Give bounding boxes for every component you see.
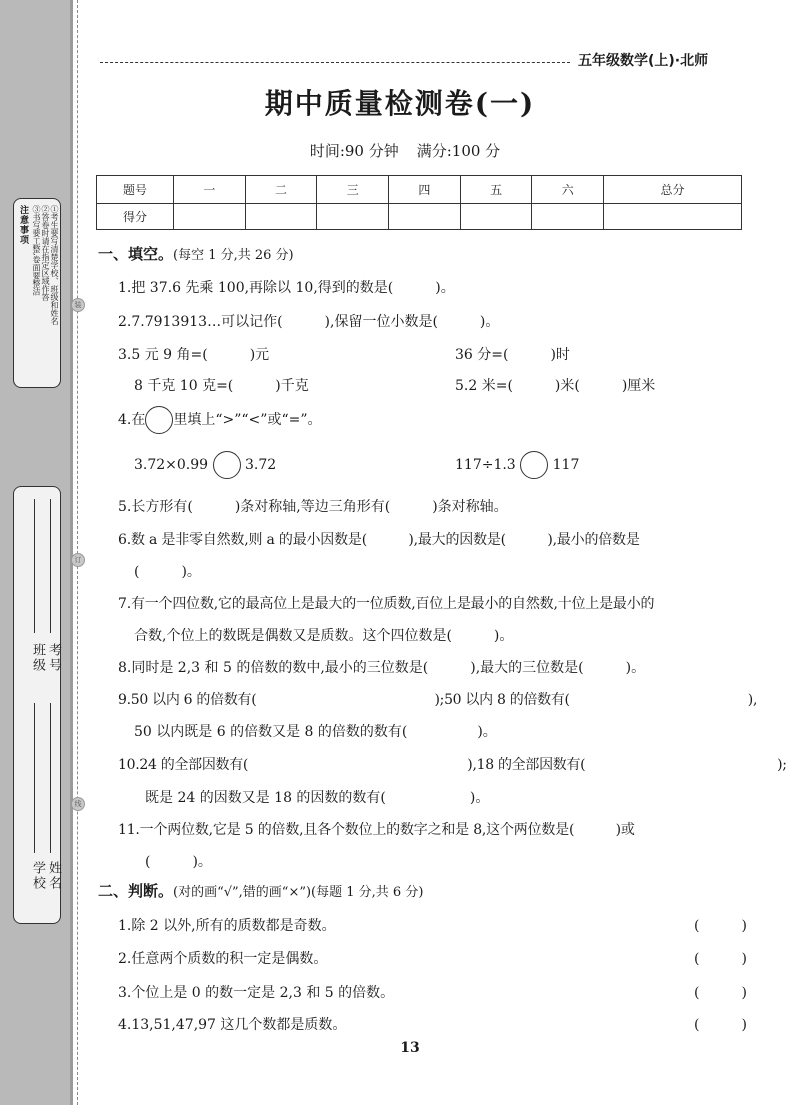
judge-answer-2[interactable]: ( ) bbox=[694, 951, 747, 967]
question-6b: ( )。 bbox=[134, 564, 201, 580]
table-cell: 总分 bbox=[604, 176, 742, 204]
exam-no-field[interactable] bbox=[50, 499, 51, 633]
judge-answer-1[interactable]: ( ) bbox=[694, 918, 747, 934]
notes-line: ③书写要工整,卷面要整洁 bbox=[32, 205, 41, 296]
school-field[interactable] bbox=[34, 703, 35, 853]
time-label: 时间:90 分钟 bbox=[309, 142, 399, 160]
judge-answer-3[interactable]: ( ) bbox=[694, 985, 747, 1001]
question-1: 1.把 37.6 先乘 100,再除以 10,得到的数是( )。 bbox=[118, 280, 455, 296]
table-cell: 六 bbox=[532, 176, 604, 204]
notes-title: 注意事项 bbox=[18, 205, 28, 245]
table-cell: 得分 bbox=[97, 204, 174, 230]
exam-no-label: 考号 bbox=[46, 643, 61, 673]
question-11a: 11.一个两位数,它是 5 的倍数,且各个数位上的数字之和是 8,这个两位数是( )或 bbox=[118, 822, 635, 838]
question-4b: 117÷1.3 117 bbox=[455, 451, 579, 479]
table-cell: 三 bbox=[317, 176, 389, 204]
binding-strip-edge bbox=[70, 0, 73, 1105]
question-5: 5.长方形有( )条对称轴,等边三角形有( )条对称轴。 bbox=[118, 499, 508, 515]
score-table-row bbox=[97, 204, 742, 230]
header-rule bbox=[100, 62, 570, 63]
section-1-heading: 一、填空。(每空 1 分,共 26 分) bbox=[98, 245, 294, 263]
binding-mark-2: 订 bbox=[71, 553, 85, 567]
score-input[interactable] bbox=[389, 204, 461, 230]
score-table-header bbox=[97, 176, 742, 204]
question-3a: 3.5 元 9 角=( )元 bbox=[118, 347, 270, 363]
score-input[interactable] bbox=[460, 204, 532, 230]
binding-mark-3: 线 bbox=[71, 797, 85, 811]
judge-item-4: 4.13,51,47,97 这几个数都是质数。 bbox=[118, 1017, 347, 1033]
question-9b: 50 以内既是 6 的倍数又是 8 的倍数的数有( )。 bbox=[134, 724, 497, 740]
question-3d: 5.2 米=( )米( )厘米 bbox=[455, 378, 656, 394]
score-input[interactable] bbox=[532, 204, 604, 230]
page-number: 13 bbox=[400, 1040, 420, 1056]
page-title: 期中质量检测卷(一) bbox=[264, 87, 536, 120]
question-7a: 7.有一个四位数,它的最高位上是最大的一位质数,百位上是最小的自然数,十位上是最小的 bbox=[118, 596, 655, 612]
notes-lines bbox=[32, 205, 59, 379]
score-label: 满分:100 分 bbox=[416, 142, 501, 160]
question-11b: ( )。 bbox=[145, 854, 212, 870]
table-cell: 四 bbox=[389, 176, 461, 204]
table-cell: 题号 bbox=[97, 176, 174, 204]
compare-circle-input[interactable] bbox=[520, 451, 548, 479]
judge-item-2: 2.任意两个质数的积一定是偶数。 bbox=[118, 951, 328, 967]
class-field[interactable] bbox=[34, 499, 35, 633]
total-score-input[interactable] bbox=[604, 204, 742, 230]
question-4: 4.在 里填上“>”“<”或“=”。 bbox=[118, 406, 322, 434]
compare-circle-icon bbox=[145, 406, 173, 434]
score-input[interactable] bbox=[245, 204, 317, 230]
section-2-heading: 二、判断。(对的画“√”,错的画“×”)(每题 1 分,共 6 分) bbox=[98, 882, 424, 900]
question-9a: 9.50 以内 6 的倍数有( );50 以内 8 的倍数有( ), bbox=[118, 692, 758, 708]
notes-line: ①考生要写清楚学校、班级和姓名 bbox=[50, 205, 59, 325]
notes-line: ②答卷时请在指定区域作答 bbox=[41, 205, 50, 301]
question-7b: 合数,个位上的数既是偶数又是质数。这个四位数是( )。 bbox=[134, 628, 514, 644]
score-table bbox=[96, 175, 742, 230]
class-label: 班级 bbox=[30, 643, 45, 673]
judge-answer-4[interactable]: ( ) bbox=[694, 1017, 747, 1033]
question-10a: 10.24 的全部因数有( ),18 的全部因数有( ); bbox=[118, 757, 787, 773]
question-8: 8.同时是 2,3 和 5 的倍数的数中,最小的三位数是( ),最大的三位数是( )。 bbox=[118, 660, 646, 676]
series-label: 五年级数学(上)·北师 bbox=[578, 53, 709, 69]
table-cell: 五 bbox=[460, 176, 532, 204]
table-cell: 一 bbox=[174, 176, 246, 204]
student-info-box bbox=[13, 486, 61, 924]
notes-box bbox=[13, 198, 61, 388]
question-6a: 6.数 a 是非零自然数,则 a 的最小因数是( ),最大的因数是( ),最小的倍数是 bbox=[118, 532, 640, 548]
school-label: 学校 bbox=[30, 861, 45, 891]
judge-item-1: 1.除 2 以外,所有的质数都是奇数。 bbox=[118, 918, 336, 934]
question-3c: 8 千克 10 克=( )千克 bbox=[134, 378, 309, 394]
score-input[interactable] bbox=[174, 204, 246, 230]
binding-mark-1: 装 bbox=[71, 298, 85, 312]
judge-item-3: 3.个位上是 0 的数一定是 2,3 和 5 的倍数。 bbox=[118, 985, 395, 1001]
compare-circle-input[interactable] bbox=[213, 451, 241, 479]
question-2: 2.7.7913913…可以记作( ),保留一位小数是( )。 bbox=[118, 314, 500, 330]
name-label: 姓名 bbox=[46, 861, 61, 891]
exam-info bbox=[0, 140, 800, 161]
name-field[interactable] bbox=[50, 703, 51, 853]
score-input[interactable] bbox=[317, 204, 389, 230]
question-10b: 既是 24 的因数又是 18 的因数的数有( )。 bbox=[145, 790, 490, 806]
question-3b: 36 分=( )时 bbox=[455, 347, 570, 363]
table-cell: 二 bbox=[245, 176, 317, 204]
question-4a: 3.72×0.99 3.72 bbox=[134, 451, 276, 479]
